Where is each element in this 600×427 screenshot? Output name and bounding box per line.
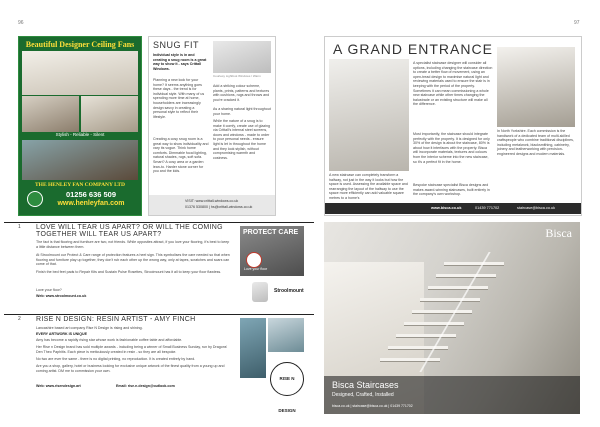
grand-col3: In North Yorkshire. Each commission is the handiwork of a dedicated team of multi-skilled craftspeople who combine traditional disciplines, including metalwork, blacksmithing, cabinetry, joinery and leatherworking with precision-engineered designs and modern materials. xyxy=(497,129,574,156)
felt-pad-product xyxy=(252,282,268,302)
stair-step xyxy=(396,334,456,338)
item-1-title: LOVE WILL TEAR US APART? OR WILL THE COMING TOGETHER WILL TEAR US APART? xyxy=(36,224,223,238)
snug-body-1: Planning a new look for your home? It seems anything goes these days - the trend is for individual style. With many of us spending more time at home, householders are increasingly design savvy in creating a personal style to reflect their lifestyle. xyxy=(153,78,205,119)
fan-ad-title: Beautiful Designer Ceiling Fans xyxy=(25,40,135,49)
rise-n-design-logo: RISE N DESIGN xyxy=(270,362,304,396)
stroolmount-logo: Stroolmount xyxy=(274,288,304,294)
snug-contact[interactable]: 01376 530800 | hs@crittall-windows.co.uk xyxy=(185,205,253,209)
page-number-right: 97 xyxy=(574,20,580,26)
bisca-overlay xyxy=(324,376,580,414)
fan-photo-bedroom xyxy=(22,96,79,132)
stair-step xyxy=(388,346,448,350)
item-1-number: 1 xyxy=(18,224,21,230)
stair-step xyxy=(412,310,472,314)
grand-footer-web[interactable]: www.bisca.co.uk xyxy=(431,206,462,210)
ceiling-fan-ad xyxy=(18,36,142,216)
item-2-web[interactable]: Web: www.risendesign.art xyxy=(36,384,81,388)
snug-body-5: While the nature of a snug is to make it comfy, create use of glazing via Crittall's internal steel screens, doors and windows - made to order to your personal needs - ensure light is let in throughout the home and they look stylish, without compromising warmth and cosiness. xyxy=(213,119,271,160)
snug-fit-title: SNUG FIT xyxy=(153,40,199,50)
fan-ad-phone: 01256 636 509 xyxy=(65,190,117,199)
stair-step xyxy=(436,274,496,278)
protect-care-sub: Love your floor xyxy=(244,267,268,271)
snug-body-2: Creating a cosy snug room is a great way to show individuality and vary its vogue. Think home comforts. Dimmable focal lighting, natural shades, rugs, soft sofa. Smart? A cosy area or a garden lean-to. Harder stone corner for you and the kids. xyxy=(153,137,209,174)
bisca-contact[interactable]: bisca.co.uk | staircase@bisca.co.uk | 01439 771702 xyxy=(332,404,413,408)
item-2-para-1: Lancashire based art company Rise N Design is rising and shining. xyxy=(36,326,143,330)
fan-ad-web[interactable]: www.henleyfan.com xyxy=(57,200,125,207)
item-2-para-6: Are you a shop, gallery, hotel or business looking for exclusive unique artwork of the finest quality from a young up and coming artist. DM me to commission your own. xyxy=(36,364,225,373)
snug-room-photo xyxy=(213,41,271,73)
snug-body-4: As a sharing natural light throughout your home. xyxy=(213,107,271,116)
fan-company-badge-icon xyxy=(27,191,43,207)
spiral-staircase-photo xyxy=(329,59,409,171)
fan-photo-living-room xyxy=(22,51,138,95)
fan-photo-lounge xyxy=(81,96,138,132)
snug-fit-article xyxy=(148,36,276,216)
grand-footer-bar xyxy=(325,203,581,214)
protect-care-title: PROTECT CARE xyxy=(243,229,299,236)
heart-icon xyxy=(246,252,262,268)
item-2-para-4: Her Rise n Design brand has sold multiple awards - including being a winner of Small Business Sunday, run by Dragons' Den Theo Paphitis. Each piece is meticulously created in resin - so they are all bespoke. xyxy=(36,345,228,354)
item-2-number: 2 xyxy=(18,316,21,322)
protect-care-ad xyxy=(240,226,304,276)
item-1-para-1: The fact is that flooring and furniture are two, not friends. While opposites attract, if you love your flooring, it's best to keep a little distance between them. xyxy=(36,240,230,249)
stair-step xyxy=(404,322,464,326)
snug-footer xyxy=(149,195,275,215)
grand-col1-a: A specialist staircase designer will consider all options, including changing the staircase direction to create a better flow of movement, using an open-tread design to maximise natural light and reviewing materials used to ensure the stair is in keeping with the period of the property. Sometimes it can mean commissioning a whole new staircase while other times changing the balustrade or an existing structure will make all the difference. xyxy=(413,61,493,107)
item-2-email[interactable]: Email: rise.n.design@outlook.com xyxy=(116,384,175,388)
resin-art-photo-2 xyxy=(268,318,304,352)
item-2-title: RISE N DESIGN: RESIN ARTIST - AMY FINCH xyxy=(36,316,196,323)
resin-art-photo-1 xyxy=(240,318,266,378)
stair-step xyxy=(380,358,440,362)
bisca-subtitle: Designed, Crafted, Installed xyxy=(332,392,394,398)
grand-footer-phone[interactable]: 01439 771702 xyxy=(475,206,500,210)
bisca-title: Bisca Staircases xyxy=(332,380,399,390)
item-2-para-3: Amy has become a rapidly rising star whose work is fashionable coffee table and affordable. xyxy=(36,338,183,342)
grand-footer-email[interactable]: staircase@bisca.co.uk xyxy=(517,206,556,210)
page-number-left: 96 xyxy=(18,20,24,26)
stair-step xyxy=(428,286,488,290)
grand-entrance-title: A GRAND ENTRANCE xyxy=(333,41,493,57)
stair-step xyxy=(444,262,504,266)
divider-1 xyxy=(4,222,314,223)
fan-ad-tagline: Stylish - Reliable - Silent xyxy=(55,132,105,137)
grand-col1-c: Bespoke staircase specialist Bisca designs and makes award-winning staircases, built entirely in the company's own workshop. xyxy=(413,183,490,197)
item-1-para-2: At Stroolmount our Protect & Care range of protection features a heel sign. This symbolises the care needed so that when flooring and furniture play up together, they don't rub each other up the wrong way, only at tapes, scratches and scars can come of that. xyxy=(36,253,230,267)
item-1-love: Love your floor? xyxy=(36,288,62,292)
bisca-brand-logo: Bisca xyxy=(545,226,572,240)
grand-entrance-article xyxy=(324,36,582,216)
item-1-para-3: Finish the bed feet pads to Repair Kits and Sustain Pulse Rosettes, Strooimount has it all to keep your floor flawless. xyxy=(36,270,222,274)
fan-photo-patio xyxy=(22,140,138,180)
stair-step xyxy=(420,298,480,302)
fan-ad-company: THE HENLEY FAN COMPANY LTD xyxy=(35,182,125,188)
bisca-staircase-ad xyxy=(324,222,580,414)
item-2-para-2: EVERY ARTWORK IS UNIQUE xyxy=(36,332,87,336)
grand-col1-b: Most importantly, the staircase should integrate perfectly with the property. It is designed for only 30% of the design is about the staircase, 80% is about how it interfaces with the property. Bisca will incorporate materials, textures and colours from the interior scheme into the new staircase, so it's a perfect fit in the home. xyxy=(413,132,490,164)
snug-visit[interactable]: VISIT: www.crittall-windows.co.uk xyxy=(185,199,239,203)
snug-intro: Individual style is in and creating a snug room is a great way to show it - says Crittall Windows. xyxy=(153,53,207,71)
hallway-staircase-photo xyxy=(497,47,575,127)
grand-caption: A new staircase can completely transform a hallway, not just in the way it looks but how the space is used. Assessing the available space and rearranging the layout of the hallway to use the space more efficiently can add valuable square metres to a home's xyxy=(329,173,408,200)
snug-photo-caption: Courtesy Lightfoot Windows / Warm xyxy=(213,74,261,78)
item-2-para-5: No two are ever the same - there is no digital printing, no reproduction. It is created entirely by hand. xyxy=(36,357,196,361)
divider-2 xyxy=(4,314,314,315)
snug-body-3: Add a striking colour scheme, plants, prints, patterns and textures with cushions, rugs and throws and you're cracked it. xyxy=(213,84,270,102)
item-1-web[interactable]: Web: www.stroolmount.co.uk xyxy=(36,294,87,298)
